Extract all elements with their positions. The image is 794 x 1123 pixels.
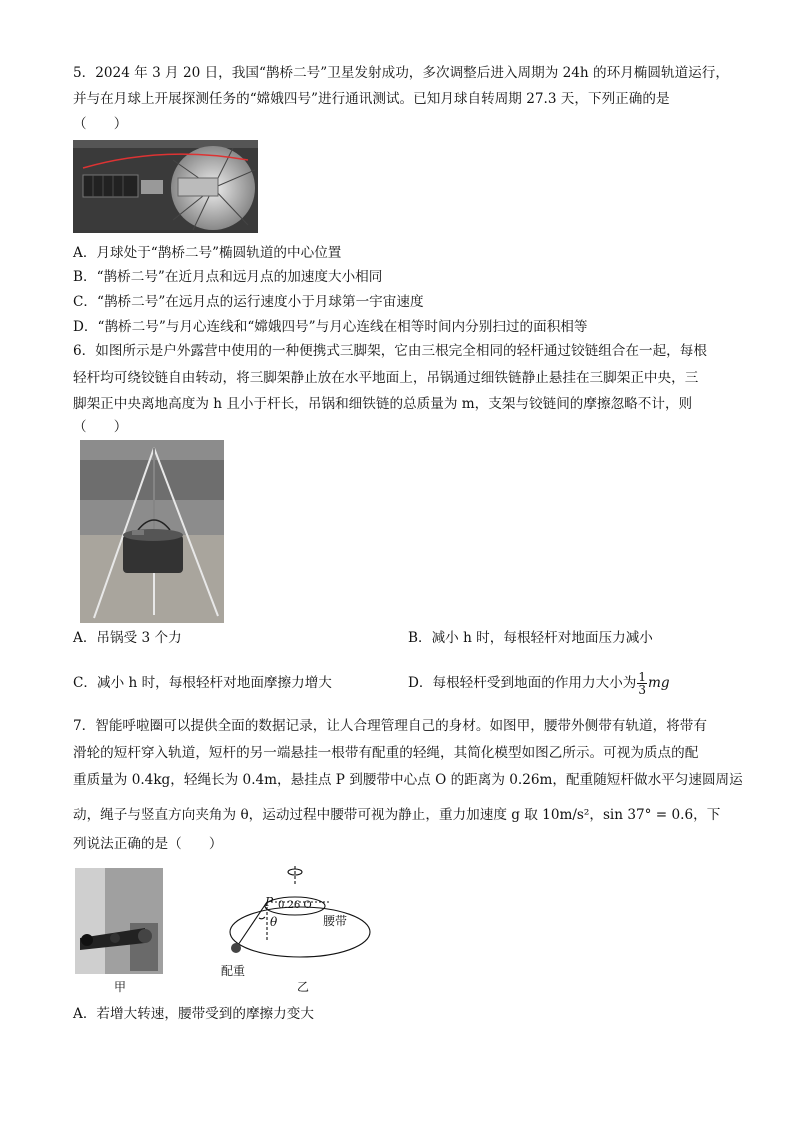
- q5-satellite-photo: [73, 140, 258, 233]
- q6-option-d-suffix: mg: [648, 675, 670, 691]
- label-distance-o: 0.26 O: [278, 900, 312, 911]
- q5-option-a: A．月球处于“鹊桥二号”椭圆轨道的中心位置: [73, 245, 342, 261]
- fraction-denominator: 3: [638, 683, 647, 697]
- q5-bracket: （ ）: [73, 116, 128, 132]
- q6-option-d: [408, 668, 670, 698]
- fraction-one-third: [637, 671, 647, 696]
- label-counterweight: 配重: [221, 964, 246, 978]
- q6-tripod-photo: [80, 440, 224, 623]
- q5-line-2: 并与在月球上开展探测任务的“嫦娥四号”进行通讯测试。已知月球自转周期 27.3 天，下列正确的是: [73, 91, 670, 107]
- q7-line-1: 7．智能呼啦圈可以提供全面的数据记录，让人合理管理自己的身材。如图甲，腰带外侧带有轨道，将带有: [73, 718, 707, 734]
- q6-option-c: C．减小 h 时，每根轻杆对地面摩擦力增大: [73, 675, 332, 691]
- q7-option-a: A．若增大转速，腰带受到的摩擦力变大: [73, 1006, 314, 1022]
- figure-jia-caption: 甲: [114, 980, 127, 994]
- q6-bracket: （ ）: [73, 419, 128, 435]
- q6-option-a: A．吊锅受 3 个力: [73, 630, 182, 646]
- q7-figure-jia-photo: [75, 868, 163, 974]
- label-belt: 腰带: [323, 914, 348, 928]
- fraction-numerator: 1: [638, 670, 647, 684]
- q5-option-d: D．“鹊桥二号”与月心连线和“嫦娥四号”与月心连线在相等时间内分别扫过的面积相等: [73, 319, 588, 335]
- q6-line-3: 脚架正中央离地高度为 h 且小于杆长，吊锅和细铁链的总质量为 m，支架与铰链间的摩擦忽略不计，则: [73, 396, 693, 412]
- label-point-p: P: [265, 895, 274, 909]
- q7-line-3: 重质量为 0.4kg，轻绳长为 0.4m，悬挂点 P 到腰带中心点 O 的距离为 0.26m，配重随短杆做水平匀速圆周运: [73, 772, 743, 788]
- q7-line-2: 滑轮的短杆穿入轨道，短杆的另一端悬挂一根带有配重的轻绳，其简化模型如图乙所示。可视为质点的配: [73, 745, 699, 761]
- q5-option-b: B．“鹊桥二号”在近月点和远月点的加速度大小相同: [73, 269, 383, 285]
- q6-line-1: 6．如图所示是户外露营中使用的一种便携式三脚架，它由三根完全相同的轻杆通过铰链组合在一起，每根: [73, 343, 707, 359]
- q7-figure-yi-diagram: [222, 862, 382, 977]
- q7-line-4: 动，绳子与竖直方向夹角为 θ，运动过程中腰带可视为静止，重力加速度 g 取 10m/s²，sin 37° = 0.6，下: [73, 807, 721, 823]
- figure-yi-caption: 乙: [297, 980, 310, 994]
- q6-line-2: 轻杆均可绕铰链自由转动，将三脚架静止放在水平地面上，吊锅通过细铁链静止悬挂在三脚架正中央，三: [73, 370, 699, 386]
- q5-line-1: 5．2024 年 3 月 20 日，我国“鹊桥二号”卫星发射成功，多次调整后进入周期为 24h 的环月椭圆轨道运行，: [73, 65, 729, 81]
- q5-option-c: C．“鹊桥二号”在远月点的运行速度小于月球第一宇宙速度: [73, 294, 424, 310]
- label-theta: θ: [270, 915, 278, 929]
- q6-option-b: B．减小 h 时，每根轻杆对地面压力减小: [408, 630, 653, 646]
- q7-line-5: 列说法正确的是（ ）: [73, 836, 223, 852]
- q6-option-d-prefix: D．每根轻杆受到地面的作用力大小为: [408, 675, 637, 691]
